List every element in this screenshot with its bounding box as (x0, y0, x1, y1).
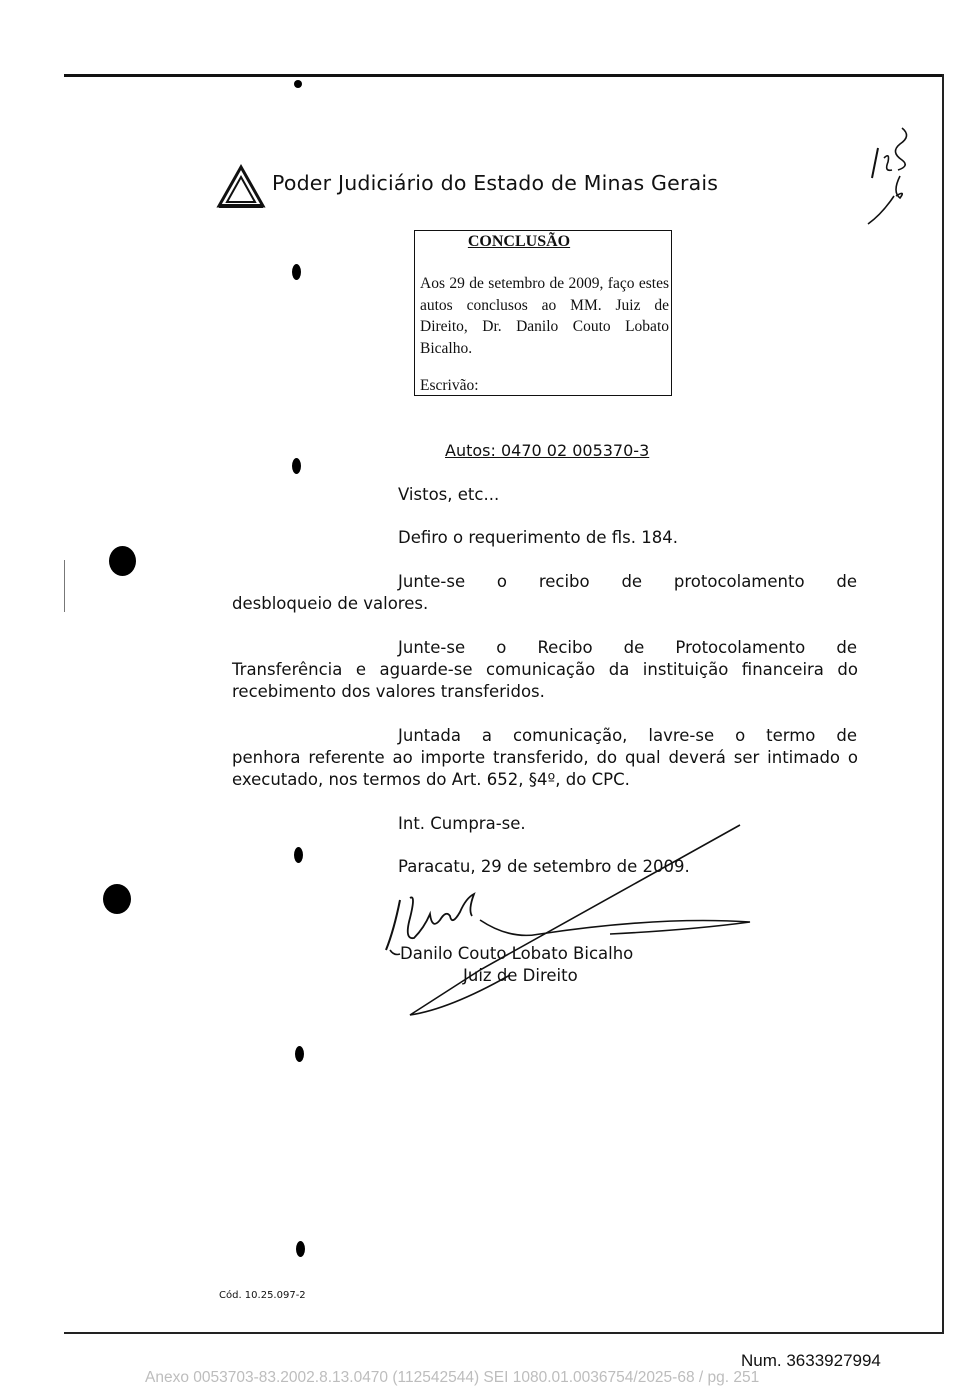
conclusao-text: Aos 29 de setembro de 2009, faço estes autos conclusos ao MM. Juiz de Direito, Dr. Danilo Couto Lobato Bicalho. (420, 275, 669, 357)
paragraph-2-line-1: Junte-se o Recibo de Protocolamento de (398, 638, 857, 657)
vistos-line: Vistos, etc... (398, 485, 500, 504)
conclusao-title: CONCLUSÃO (467, 233, 571, 250)
scan-edge-mark (64, 560, 65, 612)
cumpra-line: Int. Cumpra-se. (398, 814, 526, 833)
paragraph-2-line-3: recebimento dos valores transferidos. (232, 682, 545, 701)
page-bottom-border (64, 1332, 944, 1334)
paragraph-1-line-1: Junte-se o recibo de protocolamento de (398, 572, 857, 591)
footer-reference: Anexo 0053703-83.2002.8.13.0470 (112542544) SEI 1080.01.0036754/2025-68 / pg. 251 (145, 1369, 760, 1386)
paragraph-3-line-2: penhora referente ao importe transferido, do qual deverá ser intimado o (232, 748, 858, 767)
staple-mark (296, 1241, 305, 1257)
staple-mark (292, 264, 301, 280)
signer-name: Danilo Couto Lobato Bicalho (400, 944, 634, 963)
institution-title: Poder Judiciário do Estado de Minas Gerais (272, 171, 719, 195)
paragraph-2-line-2: Transferência e aguarde-se comunicação da instituição financeira do (232, 660, 858, 679)
defiro-line: Defiro o requerimento de fls. 184. (398, 528, 678, 547)
scan-speck (294, 80, 302, 88)
document-num: Num. 3633927994 (741, 1351, 881, 1370)
staple-mark (292, 458, 301, 474)
case-number: Autos: 0470 02 005370-3 (445, 441, 650, 460)
paragraph-1-line-2: desbloqueio de valores. (232, 594, 429, 613)
staple-mark (295, 1046, 304, 1062)
binder-hole-mark (109, 546, 136, 576)
escrivao-label: Escrivão: (420, 377, 479, 394)
binder-hole-mark (103, 884, 131, 914)
tjmg-triangle-logo-icon (216, 164, 266, 210)
page-top-border (64, 74, 944, 77)
form-code: Cód. 10.25.097-2 (219, 1290, 306, 1301)
paragraph-3-line-3: executado, nos termos do Art. 652, §4º, do CPC. (232, 770, 630, 789)
signer-role: Juiz de Direito (463, 966, 578, 985)
page-right-border (942, 74, 944, 1334)
handwritten-page-number-mark (862, 118, 922, 228)
paragraph-3-line-1: Juntada a comunicação, lavre-se o termo de (398, 726, 857, 745)
staple-mark (294, 847, 303, 863)
handwritten-signature (380, 820, 760, 1020)
place-date-line: Paracatu, 29 de setembro de 2009. (398, 857, 690, 876)
